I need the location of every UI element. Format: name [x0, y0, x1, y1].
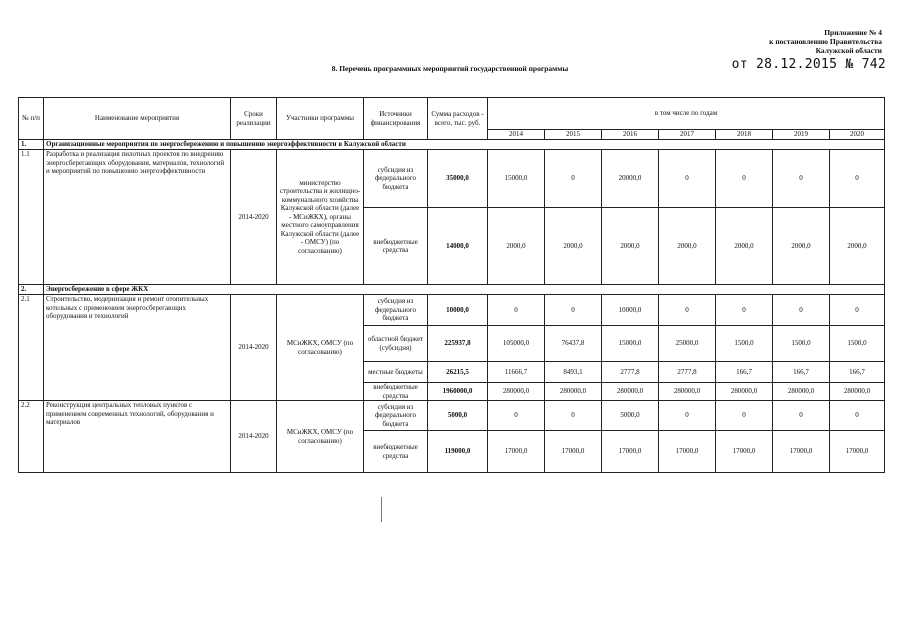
section-title: Энергосбережение в сфере ЖКХ: [44, 285, 885, 295]
funding-source: местные бюджеты: [364, 362, 428, 383]
year-amount: 0: [716, 295, 773, 326]
year-amount: 1500,0: [716, 326, 773, 362]
item-number: 2.1: [19, 295, 44, 401]
col-header-name: Наименование мероприятия: [44, 98, 231, 140]
year-amount: 166,7: [716, 362, 773, 383]
annex-line: к постановлению Правительства: [769, 37, 882, 46]
funding-source: внебюджетные средства: [364, 431, 428, 473]
year-header: 2014: [488, 130, 545, 140]
year-amount: 280000,0: [716, 383, 773, 401]
funding-source: субсидия из федерального бюджета: [364, 150, 428, 208]
total-sum: 5000,0: [428, 401, 488, 431]
year-amount: 0: [659, 401, 716, 431]
year-amount: 1500,0: [830, 326, 885, 362]
scan-mark: [381, 497, 382, 522]
year-amount: 8493,1: [545, 362, 602, 383]
page-title: 8. Перечень программных мероприятий государственной программы: [331, 64, 569, 73]
annex-line: Калужской области: [815, 46, 882, 55]
col-header-by-years: в том числе по годам: [488, 98, 885, 130]
year-amount: 2000,0: [773, 208, 830, 285]
total-sum: 1960000,0: [428, 383, 488, 401]
section-number: 1.: [19, 140, 44, 150]
year-header: 2016: [602, 130, 659, 140]
year-amount: 0: [830, 150, 885, 208]
year-amount: 15000,0: [488, 150, 545, 208]
section-title: Организационные мероприятия по энергосбережению и повышению энергоэффективности в Калужской области: [44, 140, 885, 150]
year-amount: 2000,0: [488, 208, 545, 285]
measures-table: [18, 97, 885, 473]
funding-source: областной бюджет (субсидия): [364, 326, 428, 362]
year-amount: 2000,0: [659, 208, 716, 285]
section-row: [19, 285, 885, 295]
year-amount: 17000,0: [716, 431, 773, 473]
year-amount: 105000,0: [488, 326, 545, 362]
year-amount: 17000,0: [830, 431, 885, 473]
year-amount: 17000,0: [602, 431, 659, 473]
item-participants: министерство строительства и жилищно-коммунального хозяйства Калужской области (далее - МСиЖКХ), органы местного самоуправления Калужской области (далее - ОМСУ) (по согласованию): [277, 150, 364, 285]
year-header: 2015: [545, 130, 602, 140]
funding-source: субсидия из федерального бюджета: [364, 401, 428, 431]
year-amount: 2000,0: [830, 208, 885, 285]
year-amount: 2777,8: [602, 362, 659, 383]
year-amount: 17000,0: [488, 431, 545, 473]
year-amount: 0: [773, 401, 830, 431]
col-header-sources: Источники финансирования: [364, 98, 428, 140]
year-amount: 166,7: [773, 362, 830, 383]
item-term: 2014-2020: [231, 295, 277, 401]
year-amount: 11666,7: [488, 362, 545, 383]
year-header: 2017: [659, 130, 716, 140]
year-amount: 25000,0: [659, 326, 716, 362]
year-amount: 17000,0: [545, 431, 602, 473]
total-sum: 10000,0: [428, 295, 488, 326]
order-stamp: от 28.12.2015 № 742: [731, 57, 886, 72]
total-sum: 119000,0: [428, 431, 488, 473]
year-amount: 0: [830, 295, 885, 326]
year-amount: 17000,0: [659, 431, 716, 473]
item-name: Реконструкция центральных тепловых пунктов с применением современных технологий, оборудования и материалов: [44, 401, 231, 473]
annex-line: Приложение № 4: [824, 28, 882, 37]
year-amount: 280000,0: [659, 383, 716, 401]
item-term: 2014-2020: [231, 401, 277, 473]
year-amount: 0: [488, 401, 545, 431]
year-amount: 0: [488, 295, 545, 326]
year-amount: 5000,0: [602, 401, 659, 431]
year-amount: 280000,0: [773, 383, 830, 401]
funding-source: субсидия из федерального бюджета: [364, 295, 428, 326]
col-header-participants: Участники программы: [277, 98, 364, 140]
year-amount: 0: [773, 150, 830, 208]
total-sum: 225937,8: [428, 326, 488, 362]
year-amount: 2777,8: [659, 362, 716, 383]
item-participants: МСиЖКХ, ОМСУ (по согласованию): [277, 401, 364, 473]
year-amount: 0: [545, 295, 602, 326]
year-amount: 280000,0: [602, 383, 659, 401]
year-amount: 20000,0: [602, 150, 659, 208]
year-amount: 0: [830, 401, 885, 431]
section-row: [19, 140, 885, 150]
col-header-num: № п/п: [19, 98, 44, 140]
item-name: Строительство, модернизация и ремонт отопительных котельных с применением энергосберегающих оборудования и технологий: [44, 295, 231, 401]
year-amount: 76437,8: [545, 326, 602, 362]
total-sum: 35000,0: [428, 150, 488, 208]
year-amount: 280000,0: [830, 383, 885, 401]
year-amount: 15000,0: [602, 326, 659, 362]
year-amount: 0: [659, 295, 716, 326]
table-row: [19, 295, 885, 326]
item-name: Разработка и реализация пилотных проектов по внедрению энергосберегающих оборудования, материалов, технологий и мероприятий по повышению энергоэффективности: [44, 150, 231, 285]
funding-source: внебюджетные средства: [364, 383, 428, 401]
col-header-term: Сроки реализации: [231, 98, 277, 140]
year-amount: 0: [545, 150, 602, 208]
year-amount: 0: [716, 150, 773, 208]
year-amount: 0: [716, 401, 773, 431]
year-header: 2018: [716, 130, 773, 140]
year-amount: 10000,0: [602, 295, 659, 326]
col-header-sum: Сумма расходов - всего, тыс. руб.: [428, 98, 488, 140]
item-participants: МСиЖКХ, ОМСУ (по согласованию): [277, 295, 364, 401]
item-number: 2.2: [19, 401, 44, 473]
year-amount: 1500,0: [773, 326, 830, 362]
year-amount: 0: [773, 295, 830, 326]
total-sum: 26215,5: [428, 362, 488, 383]
year-header: 2019: [773, 130, 830, 140]
year-amount: 2000,0: [602, 208, 659, 285]
item-number: 1.1: [19, 150, 44, 285]
table-row: [19, 401, 885, 431]
year-amount: 280000,0: [488, 383, 545, 401]
year-amount: 17000,0: [773, 431, 830, 473]
annex-header: [700, 28, 882, 55]
table-body: [19, 98, 885, 473]
item-term: 2014-2020: [231, 150, 277, 285]
table-row: [19, 150, 885, 208]
year-amount: 166,7: [830, 362, 885, 383]
header-row: [19, 98, 885, 130]
year-amount: 0: [659, 150, 716, 208]
year-amount: 2000,0: [545, 208, 602, 285]
year-amount: 0: [545, 401, 602, 431]
year-header: 2020: [830, 130, 885, 140]
section-number: 2.: [19, 285, 44, 295]
total-sum: 14000,0: [428, 208, 488, 285]
year-amount: 2000,0: [716, 208, 773, 285]
funding-source: внебюджетные средства: [364, 208, 428, 285]
year-amount: 280000,0: [545, 383, 602, 401]
